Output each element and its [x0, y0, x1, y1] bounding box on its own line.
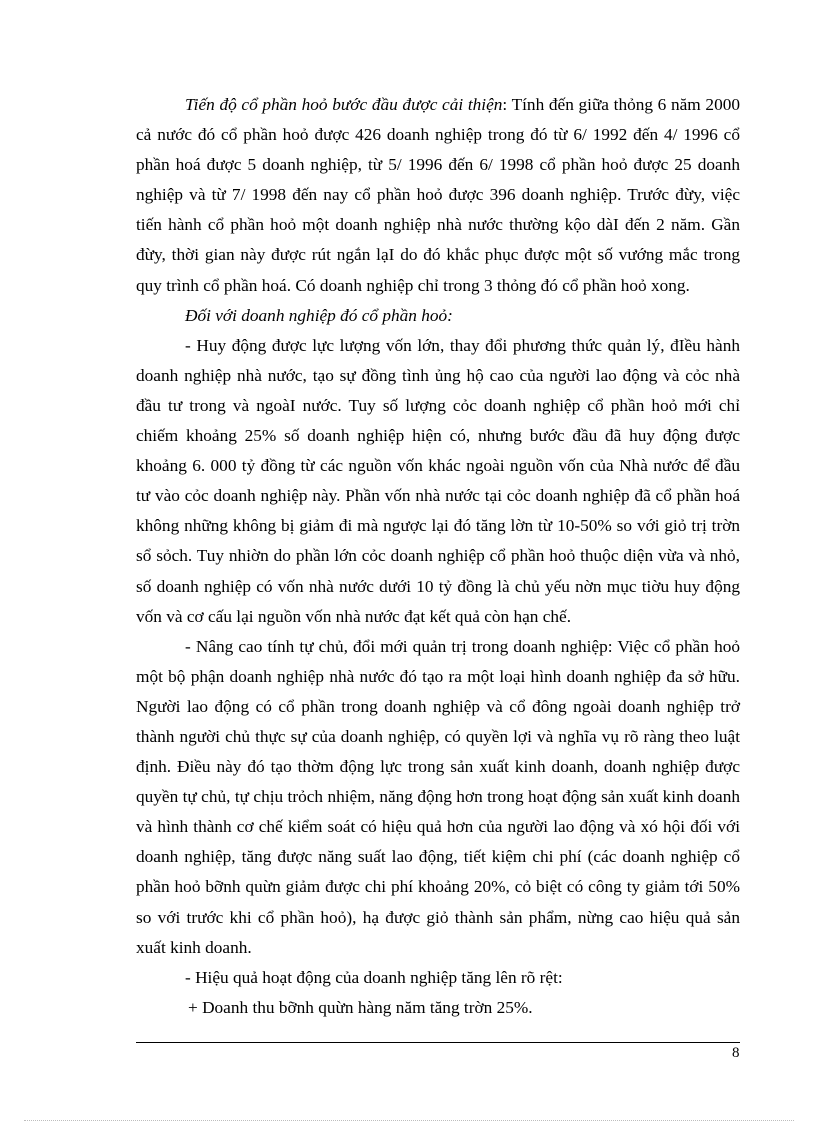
bullet-paragraph-efficiency: - Hiệu quả hoạt động của doanh nghiệp tăng lên rõ rệt: — [185, 967, 563, 987]
intro-lead-italic: Tiến độ cổ phần hoỏ bước đầu được cải thiện — [185, 95, 503, 114]
page-number: 8 — [732, 1045, 740, 1061]
body-text — [136, 90, 740, 1023]
footer-divider — [136, 1042, 740, 1043]
sub-item-revenue: + Doanh thu bỡnh quừn hàng năm tăng trờn 25%. — [188, 997, 533, 1017]
bullet-paragraph-capital: - Huy động được lực lượng vốn lớn, thay đổi phương thức quản lý, đIều hành doanh nghiệp nhà nước, tạo sự đồng tình ủng hộ cao của người lao động và cỏc nhà đầu tư trong và ngoàI nước. Tuy số lượng cỏc doanh nghiệp cổ phần hoỏ mới chỉ chiếm khoảng 25% số doanh nghiệp hiện có, nhưng bước đầu đã huy động được khoảng 6. 000 tỷ đồng từ các nguồn vốn khác ngoài nguồn vốn của Nhà nước để đầu tư vào cỏc doanh nghiệp này. Phần vốn nhà nước tại cỏc doanh nghiệp đã cổ phần hoá không những không bị giảm đi mà ngược lại đó tăng lờn từ 10-50% so với giỏ trị trờn sổ sỏch. Tuy nhiờn do phần lớn cỏc doanh nghiệp cổ phần hoỏ thuộc diện vừa và nhỏ, số doanh nghiệp có vốn nhà nước dưới 10 tỷ đồng là chủ yếu nờn mục tiờu huy động vốn và cơ cấu lại nguồn vốn nhà nước đạt kết quả còn hạn chế. — [136, 335, 740, 626]
section-heading: Đối với doanh nghiệp đó cổ phần hoỏ: — [185, 305, 453, 325]
page-bottom-dotted-border — [24, 1120, 794, 1121]
intro-text: : Tính đến giữa thỏng 6 năm 2000 cả nước đó cổ phần hoỏ được 426 doanh nghiệp trong đó từ 6/ 1992 đến 4/ 1996 cổ phần hoá được 5 doanh nghiệp, từ 5/ 1996 đến 6/ 1998 cổ phần hoỏ được 25 doanh nghiệp và từ 7/ 1998 đến nay cổ phần hoỏ được 396 doanh nghiệp. Trước đừy, việc tiến hành cổ phần hoỏ một doanh nghiệp nhà nước thường kộo dàI đến 2 năm. Gần đừy, thời gian này được rút ngắn lạI do đó khắc phục được một số vướng mắc trong quy trình cổ phần hoá. Có doanh nghiệp chỉ trong 3 thỏng đó cổ phần hoỏ xong. — [136, 95, 740, 295]
intro-paragraph — [136, 90, 740, 301]
bullet-paragraph-governance: - Nâng cao tính tự chủ, đổi mới quản trị trong doanh nghiệp: Việc cổ phần hoỏ một bộ phận doanh nghiệp nhà nước đó tạo ra một loại hình doanh nghiệp đa sở hữu. Người lao động có cổ phần trong doanh nghiệp và cổ đông ngoài doanh nghiệp trở thành người chủ thực sự của doanh nghiệp, có quyền lợi và nghĩa vụ rõ ràng theo luật định. Điều này đó tạo thờm động lực trong sản xuất kinh doanh, doanh nghiệp được quyền tự chủ, tự chịu trỏch nhiệm, năng động hơn trong hoạt động sản xuất kinh doanh và hình thành cơ chế kiểm soát có hiệu quả hơn của người lao động và xó hội đối với doanh nghiệp, tăng được năng suất lao động, tiết kiệm chi phí (các doanh nghiệp cổ phần hoỏ bỡnh quừn giảm được chi phí khoảng 20%, cỏ biệt có công ty giảm tới 50% so với trước khi cổ phần hoỏ), hạ được giỏ thành sản phẩm, nừng cao hiệu quả sản xuất kinh doanh. — [136, 636, 740, 957]
